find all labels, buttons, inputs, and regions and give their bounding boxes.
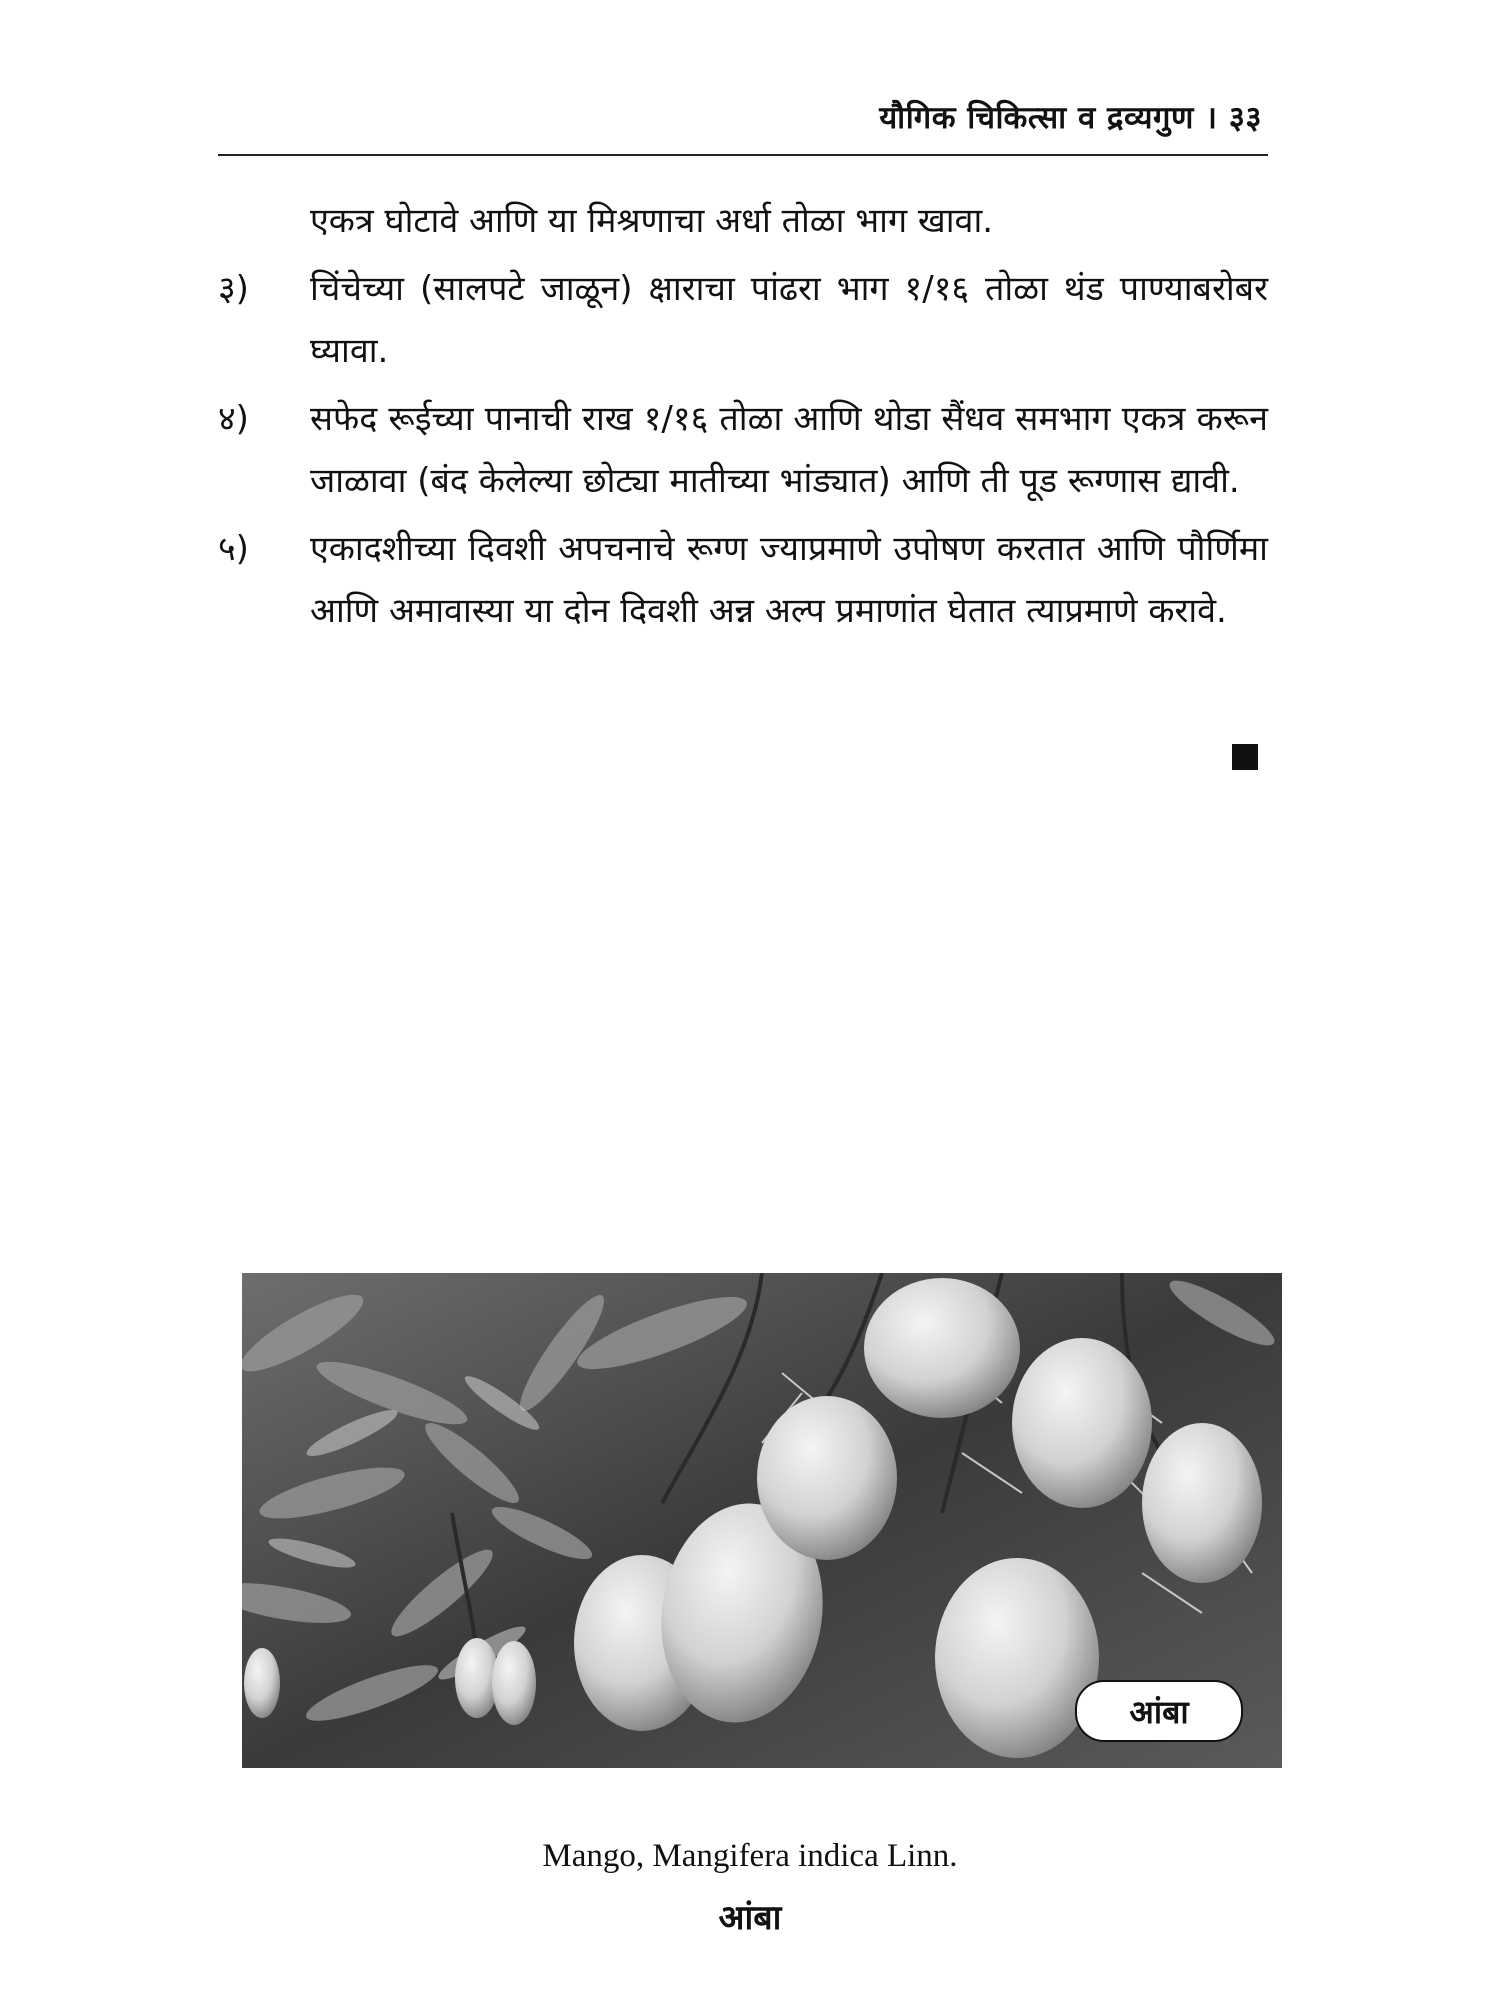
item-text: चिंचेच्या (सालपटे जाळून) क्षाराचा पांढरा भाग १/१६ तोळा थंड पाण्याबरोबर घ्यावा.	[310, 269, 1268, 371]
caption-marathi: आंबा	[718, 1898, 782, 1938]
item-number: ४)	[218, 399, 249, 439]
continuation-line: एकत्र घोटावे आणि या मिश्रणाचा अर्धा तोळा भाग खावा.	[310, 201, 994, 241]
caption-english: Mango, Mangifera indica Linn.	[542, 1838, 958, 1874]
section-end-mark	[1232, 744, 1258, 770]
item-number: ३)	[218, 269, 249, 309]
photo-label-badge: आंबा	[1075, 1680, 1243, 1742]
list-item	[218, 388, 1268, 512]
item-number: ५)	[218, 529, 249, 569]
running-head: यौगिक चिकित्सा व द्रव्यगुण । ३३	[879, 100, 1262, 136]
list-item	[218, 258, 1268, 382]
item-text: सफेद रूईच्या पानाची राख १/१६ तोळा आणि थोडा सैंधव समभाग एकत्र करून जाळावा (बंद केलेल्या छोट्या मातीच्या भांड्यात) आणि ती पूड रूग्णास द्यावी.	[310, 399, 1268, 501]
page-body	[218, 190, 1268, 642]
page-header	[218, 92, 1268, 156]
item-text: एकादशीच्या दिवशी अपचनाचे रूग्ण ज्याप्रमाणे उपोषण करतात आणि पौर्णिमा आणि अमावास्या या दोन दिवशी अन्न अल्प प्रमाणांत घेतात त्याप्रमाणे करावे.	[310, 529, 1268, 631]
list-item	[218, 518, 1268, 642]
